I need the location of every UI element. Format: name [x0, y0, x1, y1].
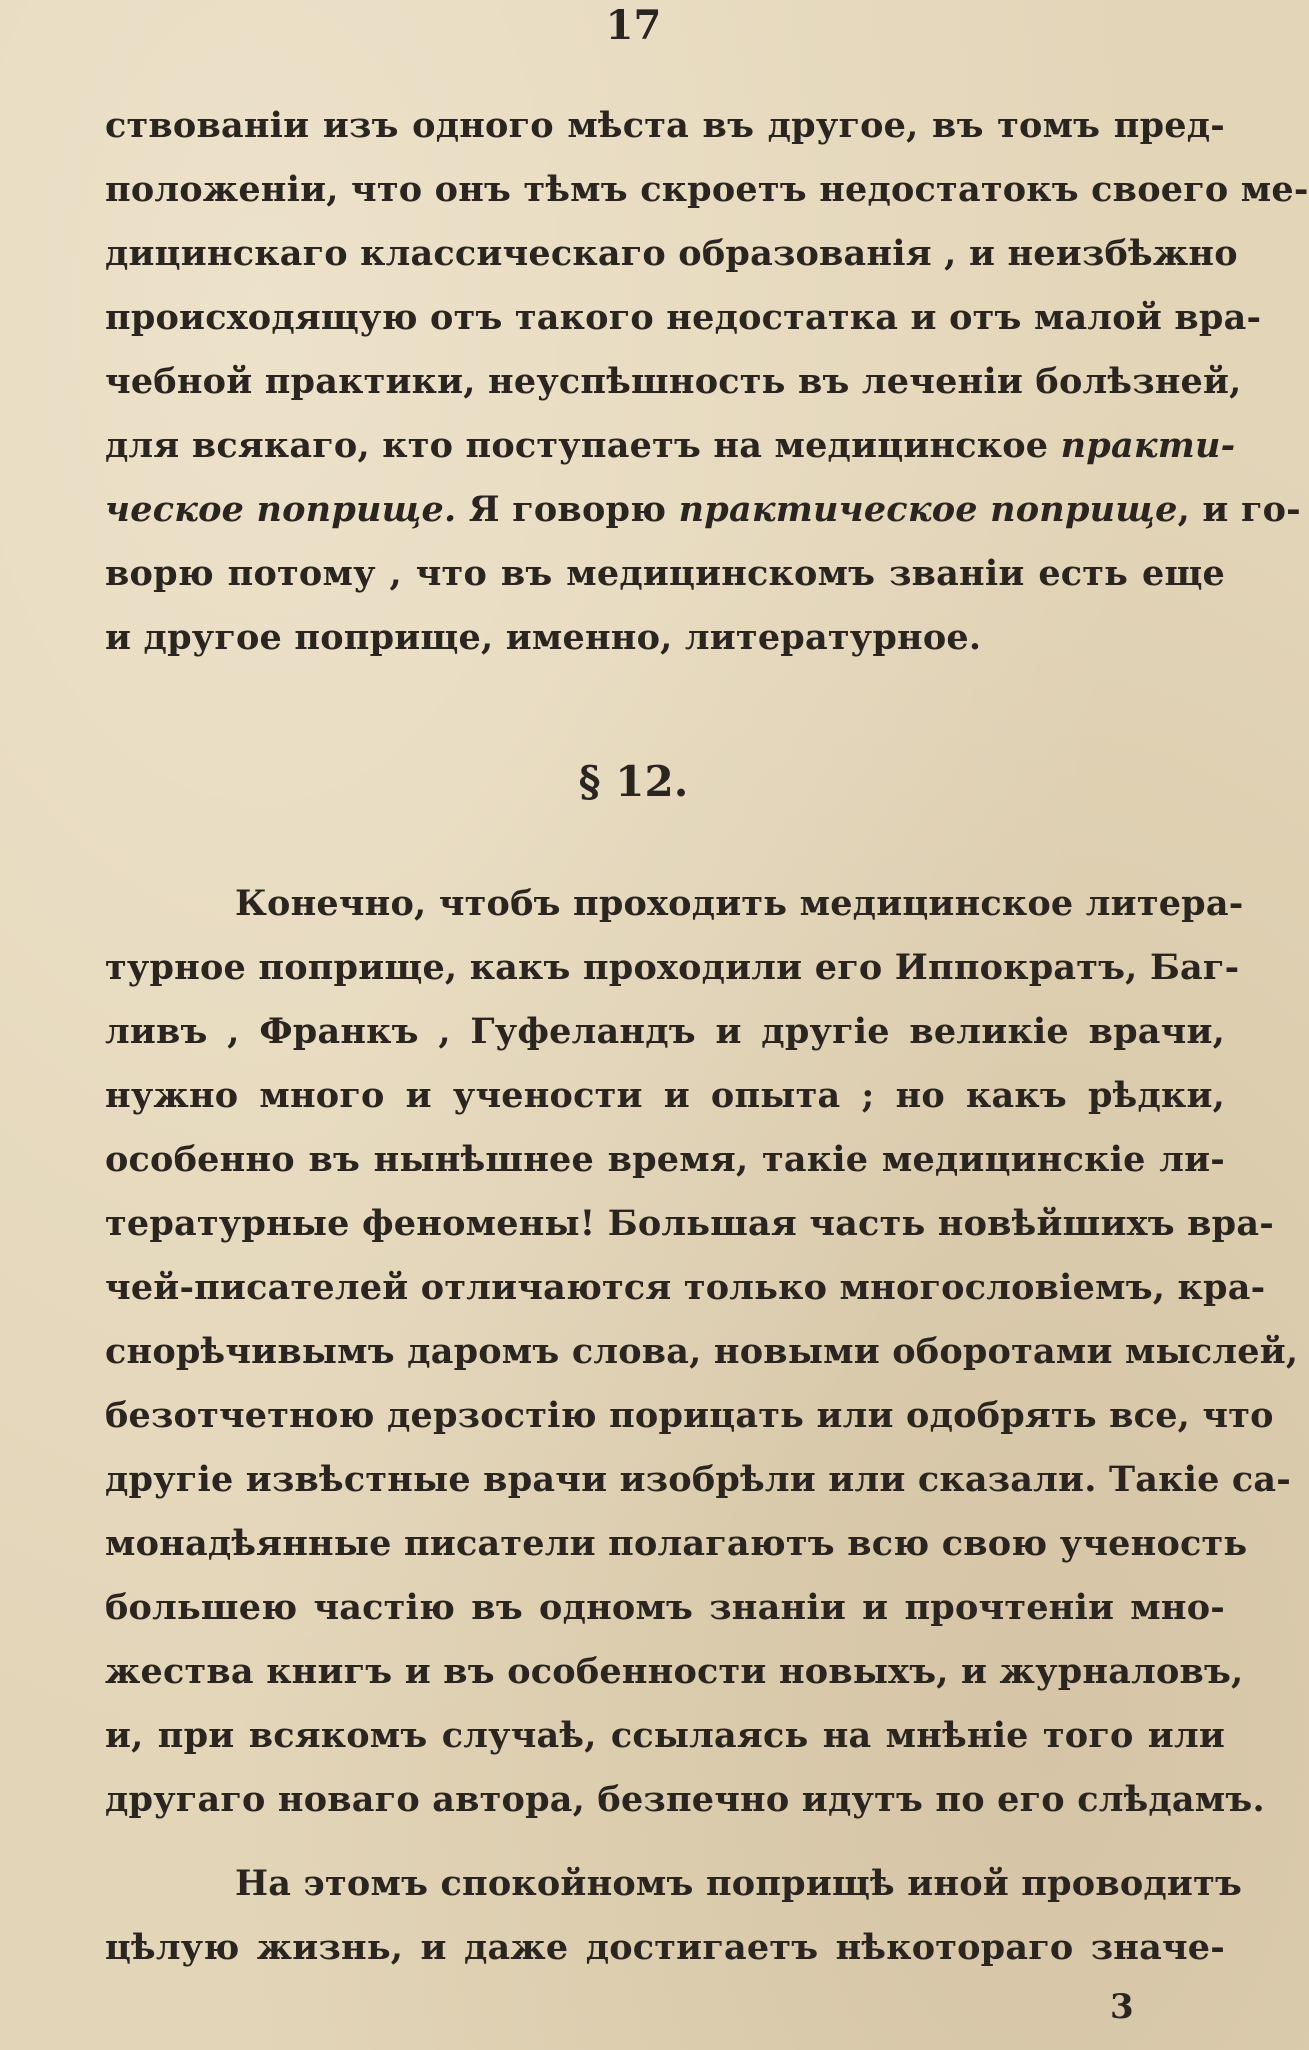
text-line: [105, 478, 1301, 542]
text-line: большею частію въ одномъ знаніи и прочтеніи мно-: [105, 1587, 1225, 1628]
text-line: нужно много и учености и опыта ; но какъ рѣдки,: [105, 1075, 1225, 1116]
text-run: Я говорю: [456, 489, 679, 530]
text-run: , и го-: [1177, 489, 1301, 530]
text-line: цѣлую жизнь, и даже достигаетъ нѣкотораго значе-: [105, 1927, 1225, 1968]
text-line: ливъ , Франкъ , Гуфеландъ и другіе великіе врачи,: [105, 1011, 1225, 1052]
section-heading: § 12.: [578, 757, 689, 806]
text-line: турное поприще, какъ проходили его Иппократъ, Баг-: [105, 947, 1240, 988]
text-line: жества книгъ и въ особенности новыхъ, и журналовъ,: [105, 1651, 1244, 1692]
italic-term: ческое поприще.: [105, 489, 457, 530]
text-line: другаго новаго автора, безпечно идутъ по его слѣдамъ.: [105, 1779, 1265, 1820]
text-line: На этомъ спокойномъ поприщѣ иной проводитъ: [235, 1863, 1243, 1904]
italic-term: практи-: [1060, 425, 1236, 466]
text-line: ворю потому , что въ медицинскомъ званіи есть еще: [105, 553, 1225, 594]
text-line: монадѣянные писатели полагаютъ всю свою ученость: [105, 1523, 1248, 1564]
text-line: дицинскаго классическаго образованія , и неизбѣжно: [105, 233, 1238, 274]
text-line: другіе извѣстные врачи изобрѣли или сказали. Такіе са-: [105, 1459, 1292, 1500]
signature-mark: 3: [1110, 1987, 1134, 2027]
text-line: ствованіи изъ одного мѣста въ другое, въ томъ пред-: [105, 105, 1225, 146]
text-run: для всякаго, кто поступаетъ на медицинское: [105, 425, 1061, 466]
text-line: особенно въ нынѣшнее время, такіе медицинскіе ли-: [105, 1139, 1225, 1180]
italic-term: практическое поприще: [678, 489, 1178, 530]
text-line: положеніи, что онъ тѣмъ скроетъ недостатокъ своего ме-: [105, 169, 1309, 210]
text-line: снорѣчивымъ даромъ слова, новыми оборотами мыслей,: [105, 1331, 1299, 1372]
text-line: тературные феномены! Большая часть новѣйшихъ вра-: [105, 1203, 1274, 1244]
text-line: чей-писателей отличаются только многословіемъ, кра-: [105, 1267, 1266, 1308]
text-line: и, при всякомъ случаѣ, ссылаясь на мнѣніе того или: [105, 1715, 1225, 1756]
text-line: безотчетною дерзостію порицать или одобрять все, что: [105, 1395, 1274, 1436]
text-line: [105, 414, 1236, 478]
text-line: происходящую отъ такого недостатка и отъ малой вра-: [105, 297, 1262, 338]
text-line: чебной практики, неуспѣшность въ леченіи болѣзней,: [105, 361, 1242, 402]
text-line: Конечно, чтобъ проходить медицинское литера-: [235, 883, 1244, 924]
page-number: 17: [605, 2, 662, 49]
text-line: и другое поприще, именно, литературное.: [105, 617, 982, 658]
